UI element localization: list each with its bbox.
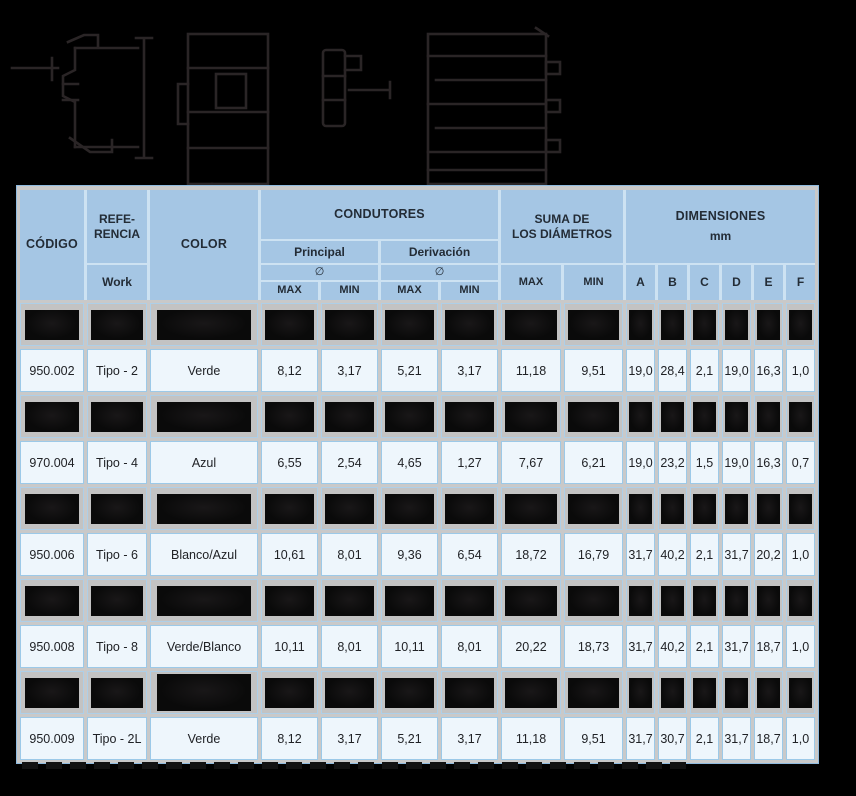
header-dim-e: E bbox=[754, 265, 783, 300]
cell-a: 31,7 bbox=[626, 533, 655, 576]
header-principal: Principal bbox=[261, 241, 378, 263]
cell-f bbox=[786, 579, 815, 622]
cell-codigo bbox=[20, 395, 84, 438]
cell-c bbox=[690, 579, 719, 622]
cell-d: 19,0 bbox=[722, 349, 751, 392]
cell-suma-min bbox=[564, 395, 623, 438]
cell-e bbox=[754, 579, 783, 622]
cell-suma-max: 20,22 bbox=[501, 625, 561, 668]
cell-b: 23,2 bbox=[658, 441, 687, 484]
redaction-block bbox=[265, 310, 313, 340]
redaction-block bbox=[265, 402, 313, 432]
cell-principal-min bbox=[321, 487, 378, 530]
table-header bbox=[20, 190, 815, 300]
cell-a: 31,7 bbox=[626, 717, 655, 760]
cell-a bbox=[626, 671, 655, 714]
redaction-block bbox=[25, 678, 80, 708]
redaction-block bbox=[693, 586, 717, 616]
cell-suma-min: 9,51 bbox=[564, 717, 623, 760]
header-suma-min: MIN bbox=[564, 265, 623, 300]
cell-suma-min: 18,73 bbox=[564, 625, 623, 668]
redaction-block bbox=[385, 402, 433, 432]
cell-principal-max: 10,61 bbox=[261, 533, 318, 576]
cell-f: 1,0 bbox=[786, 349, 815, 392]
redaction-block bbox=[505, 402, 556, 432]
cell-principal-min: 2,54 bbox=[321, 441, 378, 484]
cell-codigo: 950.002 bbox=[20, 349, 84, 392]
redaction-block bbox=[629, 402, 653, 432]
redaction-block bbox=[568, 678, 618, 708]
header-work: Work bbox=[87, 265, 147, 300]
redaction-block bbox=[661, 402, 685, 432]
redaction-block bbox=[568, 402, 618, 432]
cell-b: 40,2 bbox=[658, 533, 687, 576]
cell-f: 1,0 bbox=[786, 533, 815, 576]
table-row bbox=[20, 533, 815, 576]
cell-b bbox=[658, 487, 687, 530]
cell-d: 19,0 bbox=[722, 441, 751, 484]
cell-suma-max bbox=[501, 303, 561, 346]
table-row bbox=[20, 717, 815, 760]
redaction-block bbox=[725, 678, 749, 708]
redaction-block bbox=[91, 402, 142, 432]
cell-d bbox=[722, 671, 751, 714]
cell-derivacion-max bbox=[381, 303, 438, 346]
redaction-block bbox=[789, 310, 813, 340]
cell-principal-min bbox=[321, 579, 378, 622]
cell-codigo bbox=[20, 671, 84, 714]
cell-b: 30,7 bbox=[658, 717, 687, 760]
redaction-block bbox=[505, 678, 556, 708]
cell-a: 19,0 bbox=[626, 441, 655, 484]
cell-b bbox=[658, 671, 687, 714]
cell-a bbox=[626, 303, 655, 346]
header-dim-f: F bbox=[786, 265, 815, 300]
cell-principal-max: 8,12 bbox=[261, 717, 318, 760]
redaction-block bbox=[661, 310, 685, 340]
cell-principal-max bbox=[261, 579, 318, 622]
redaction-block bbox=[265, 678, 313, 708]
redaction-block bbox=[757, 586, 781, 616]
cell-principal-min: 8,01 bbox=[321, 533, 378, 576]
cell-b bbox=[658, 395, 687, 438]
header-suma-diametros: SUMA DE LOS DIÁMETROS bbox=[501, 190, 623, 263]
cell-referencia bbox=[87, 671, 147, 714]
cell-e bbox=[754, 303, 783, 346]
redaction-block bbox=[757, 310, 781, 340]
redaction-block bbox=[693, 310, 717, 340]
cell-a bbox=[626, 487, 655, 530]
redaction-block bbox=[91, 678, 142, 708]
header-suma-max: MAX bbox=[501, 265, 561, 300]
redaction-block bbox=[325, 678, 373, 708]
redaction-block bbox=[757, 402, 781, 432]
redaction-block bbox=[757, 678, 781, 708]
redaction-block bbox=[445, 678, 493, 708]
redaction-block bbox=[385, 310, 433, 340]
redaction-block bbox=[505, 494, 556, 524]
spec-table bbox=[16, 185, 819, 764]
cell-principal-max: 6,55 bbox=[261, 441, 318, 484]
header-condutores: CONDUTORES bbox=[261, 190, 498, 239]
redaction-block bbox=[157, 586, 250, 616]
cell-color: Verde/Blanco bbox=[150, 625, 258, 668]
redaction-block bbox=[25, 586, 80, 616]
cell-e: 18,7 bbox=[754, 717, 783, 760]
cell-d bbox=[722, 303, 751, 346]
cell-codigo bbox=[20, 579, 84, 622]
cell-d: 31,7 bbox=[722, 533, 751, 576]
cell-c bbox=[690, 671, 719, 714]
cell-principal-min bbox=[321, 671, 378, 714]
cell-suma-min bbox=[564, 303, 623, 346]
cell-c: 2,1 bbox=[690, 349, 719, 392]
cell-derivacion-min bbox=[441, 395, 498, 438]
connector-drawing-3 bbox=[323, 50, 390, 126]
redaction-block bbox=[789, 402, 813, 432]
cell-suma-max: 18,72 bbox=[501, 533, 561, 576]
technical-drawings bbox=[0, 0, 856, 186]
redaction-block bbox=[325, 310, 373, 340]
redaction-block bbox=[568, 310, 618, 340]
cell-c: 1,5 bbox=[690, 441, 719, 484]
cell-principal-min: 3,17 bbox=[321, 349, 378, 392]
cell-referencia: Tipo - 8 bbox=[87, 625, 147, 668]
connector-drawing-4 bbox=[428, 28, 560, 184]
cell-b: 28,4 bbox=[658, 349, 687, 392]
cell-suma-max: 11,18 bbox=[501, 717, 561, 760]
cell-d: 31,7 bbox=[722, 717, 751, 760]
cell-d: 31,7 bbox=[722, 625, 751, 668]
cell-derivacion-min: 8,01 bbox=[441, 625, 498, 668]
cell-c bbox=[690, 303, 719, 346]
redaction-block bbox=[789, 586, 813, 616]
cell-referencia bbox=[87, 395, 147, 438]
redaction-block bbox=[157, 310, 250, 340]
cell-f: 1,0 bbox=[786, 717, 815, 760]
cell-principal-max bbox=[261, 487, 318, 530]
redaction-block bbox=[693, 678, 717, 708]
cell-referencia: Tipo - 6 bbox=[87, 533, 147, 576]
redaction-block bbox=[725, 494, 749, 524]
cell-b bbox=[658, 579, 687, 622]
redaction-block bbox=[505, 310, 556, 340]
cell-f: 0,7 bbox=[786, 441, 815, 484]
header-dimensiones: DIMENSIONES mm bbox=[626, 190, 815, 263]
redacted-footnote bbox=[22, 762, 692, 769]
redaction-block bbox=[661, 494, 685, 524]
diameter-symbol: ∅ bbox=[314, 265, 325, 278]
redaction-block bbox=[789, 678, 813, 708]
redaction-block bbox=[505, 586, 556, 616]
cell-suma-max bbox=[501, 579, 561, 622]
cell-e: 16,3 bbox=[754, 349, 783, 392]
header-dim-a: A bbox=[626, 265, 655, 300]
cell-b: 40,2 bbox=[658, 625, 687, 668]
cell-derivacion-max: 10,11 bbox=[381, 625, 438, 668]
cell-e: 20,2 bbox=[754, 533, 783, 576]
cell-c: 2,1 bbox=[690, 625, 719, 668]
redaction-block bbox=[725, 310, 749, 340]
cell-suma-max bbox=[501, 671, 561, 714]
redaction-block bbox=[757, 494, 781, 524]
cell-color bbox=[150, 303, 258, 346]
cell-a bbox=[626, 579, 655, 622]
header-derivacion-diameter bbox=[381, 265, 498, 280]
redaction-block bbox=[445, 586, 493, 616]
header-dim-b: B bbox=[658, 265, 687, 300]
cell-referencia bbox=[87, 303, 147, 346]
cell-e bbox=[754, 487, 783, 530]
redaction-block bbox=[629, 494, 653, 524]
header-principal-min: MIN bbox=[321, 282, 378, 300]
cell-derivacion-max: 5,21 bbox=[381, 717, 438, 760]
header-color: COLOR bbox=[150, 190, 258, 300]
cell-codigo bbox=[20, 303, 84, 346]
redaction-block bbox=[725, 402, 749, 432]
cell-e bbox=[754, 395, 783, 438]
redaction-block bbox=[445, 494, 493, 524]
redaction-block bbox=[25, 494, 80, 524]
cell-derivacion-max: 4,65 bbox=[381, 441, 438, 484]
redaction-block bbox=[385, 586, 433, 616]
cell-color: Azul bbox=[150, 441, 258, 484]
cell-b bbox=[658, 303, 687, 346]
cell-derivacion-min bbox=[441, 579, 498, 622]
cell-codigo: 950.008 bbox=[20, 625, 84, 668]
table-row-redacted bbox=[20, 395, 815, 438]
cell-derivacion-max bbox=[381, 671, 438, 714]
cell-derivacion-min: 3,17 bbox=[441, 717, 498, 760]
redaction-block bbox=[265, 586, 313, 616]
cell-suma-min: 6,21 bbox=[564, 441, 623, 484]
redaction-block bbox=[325, 586, 373, 616]
table-row bbox=[20, 349, 815, 392]
cell-f bbox=[786, 671, 815, 714]
cell-suma-max bbox=[501, 487, 561, 530]
table-row bbox=[20, 441, 815, 484]
redaction-block bbox=[265, 494, 313, 524]
cell-a bbox=[626, 395, 655, 438]
cell-principal-max bbox=[261, 303, 318, 346]
redaction-block bbox=[725, 586, 749, 616]
redaction-block bbox=[693, 402, 717, 432]
header-codigo: CÓDIGO bbox=[20, 190, 84, 300]
redaction-block bbox=[157, 402, 250, 432]
cell-f bbox=[786, 487, 815, 530]
header-derivacion-max: MAX bbox=[381, 282, 438, 300]
header-dim-c: C bbox=[690, 265, 719, 300]
redaction-block bbox=[661, 586, 685, 616]
redaction-block bbox=[25, 402, 80, 432]
cell-principal-max: 8,12 bbox=[261, 349, 318, 392]
cell-referencia bbox=[87, 579, 147, 622]
redaction-block bbox=[325, 402, 373, 432]
cell-d bbox=[722, 579, 751, 622]
connector-drawing-1 bbox=[12, 35, 152, 158]
cell-e: 18,7 bbox=[754, 625, 783, 668]
table-body bbox=[20, 303, 815, 760]
table-row-redacted bbox=[20, 671, 815, 714]
header-referencia: REFE- RENCIA bbox=[87, 190, 147, 263]
cell-codigo: 950.009 bbox=[20, 717, 84, 760]
cell-referencia: Tipo - 2L bbox=[87, 717, 147, 760]
header-dim-d: D bbox=[722, 265, 751, 300]
cell-principal-min bbox=[321, 395, 378, 438]
cell-derivacion-max bbox=[381, 579, 438, 622]
table-row bbox=[20, 625, 815, 668]
cell-color: Blanco/Azul bbox=[150, 533, 258, 576]
redaction-block bbox=[385, 678, 433, 708]
cell-principal-min bbox=[321, 303, 378, 346]
cell-suma-max: 11,18 bbox=[501, 349, 561, 392]
redaction-block bbox=[91, 494, 142, 524]
cell-c bbox=[690, 395, 719, 438]
cell-derivacion-max: 9,36 bbox=[381, 533, 438, 576]
cell-derivacion-min bbox=[441, 671, 498, 714]
cell-derivacion-min bbox=[441, 487, 498, 530]
cell-a: 19,0 bbox=[626, 349, 655, 392]
cell-principal-min: 3,17 bbox=[321, 717, 378, 760]
cell-referencia: Tipo - 4 bbox=[87, 441, 147, 484]
cell-f bbox=[786, 395, 815, 438]
cell-principal-max bbox=[261, 671, 318, 714]
header-principal-diameter bbox=[261, 265, 378, 280]
redaction-block bbox=[693, 494, 717, 524]
header-derivacion-min: MIN bbox=[441, 282, 498, 300]
cell-principal-min: 8,01 bbox=[321, 625, 378, 668]
redaction-block bbox=[629, 586, 653, 616]
redaction-block bbox=[789, 494, 813, 524]
cell-suma-min: 9,51 bbox=[564, 349, 623, 392]
cell-color: Verde bbox=[150, 717, 258, 760]
redaction-block bbox=[445, 310, 493, 340]
table-row-redacted bbox=[20, 579, 815, 622]
cell-e bbox=[754, 671, 783, 714]
redaction-block bbox=[325, 494, 373, 524]
header-principal-max: MAX bbox=[261, 282, 318, 300]
table-row-redacted bbox=[20, 487, 815, 530]
cell-principal-max: 10,11 bbox=[261, 625, 318, 668]
cell-color bbox=[150, 671, 258, 714]
cell-principal-max bbox=[261, 395, 318, 438]
redaction-block bbox=[568, 586, 618, 616]
cell-suma-max bbox=[501, 395, 561, 438]
cell-derivacion-min: 6,54 bbox=[441, 533, 498, 576]
cell-e: 16,3 bbox=[754, 441, 783, 484]
cell-d bbox=[722, 487, 751, 530]
cell-color bbox=[150, 395, 258, 438]
cell-codigo: 970.004 bbox=[20, 441, 84, 484]
cell-a: 31,7 bbox=[626, 625, 655, 668]
cell-derivacion-min: 3,17 bbox=[441, 349, 498, 392]
cell-suma-min bbox=[564, 487, 623, 530]
diameter-symbol: ∅ bbox=[434, 265, 445, 278]
cell-derivacion-max bbox=[381, 395, 438, 438]
redaction-block bbox=[629, 678, 653, 708]
cell-suma-min bbox=[564, 671, 623, 714]
cell-f bbox=[786, 303, 815, 346]
cell-c: 2,1 bbox=[690, 717, 719, 760]
redaction-block bbox=[157, 674, 250, 711]
cell-derivacion-max bbox=[381, 487, 438, 530]
cell-c bbox=[690, 487, 719, 530]
redaction-block bbox=[445, 402, 493, 432]
cell-f: 1,0 bbox=[786, 625, 815, 668]
redaction-block bbox=[25, 310, 80, 340]
cell-color: Verde bbox=[150, 349, 258, 392]
redaction-block bbox=[91, 310, 142, 340]
cell-c: 2,1 bbox=[690, 533, 719, 576]
cell-d bbox=[722, 395, 751, 438]
cell-suma-min bbox=[564, 579, 623, 622]
header-derivacion: Derivación bbox=[381, 241, 498, 263]
cell-suma-min: 16,79 bbox=[564, 533, 623, 576]
table-row-redacted bbox=[20, 303, 815, 346]
redaction-block bbox=[157, 494, 250, 524]
cell-color bbox=[150, 579, 258, 622]
redaction-block bbox=[629, 310, 653, 340]
cell-referencia bbox=[87, 487, 147, 530]
redaction-block bbox=[91, 586, 142, 616]
cell-suma-max: 7,67 bbox=[501, 441, 561, 484]
cell-codigo bbox=[20, 487, 84, 530]
redaction-block bbox=[385, 494, 433, 524]
cell-codigo: 950.006 bbox=[20, 533, 84, 576]
cell-color bbox=[150, 487, 258, 530]
cell-derivacion-max: 5,21 bbox=[381, 349, 438, 392]
cell-derivacion-min bbox=[441, 303, 498, 346]
cell-derivacion-min: 1,27 bbox=[441, 441, 498, 484]
redaction-block bbox=[568, 494, 618, 524]
cell-referencia: Tipo - 2 bbox=[87, 349, 147, 392]
connector-drawing-2 bbox=[178, 34, 268, 186]
redaction-block bbox=[661, 678, 685, 708]
